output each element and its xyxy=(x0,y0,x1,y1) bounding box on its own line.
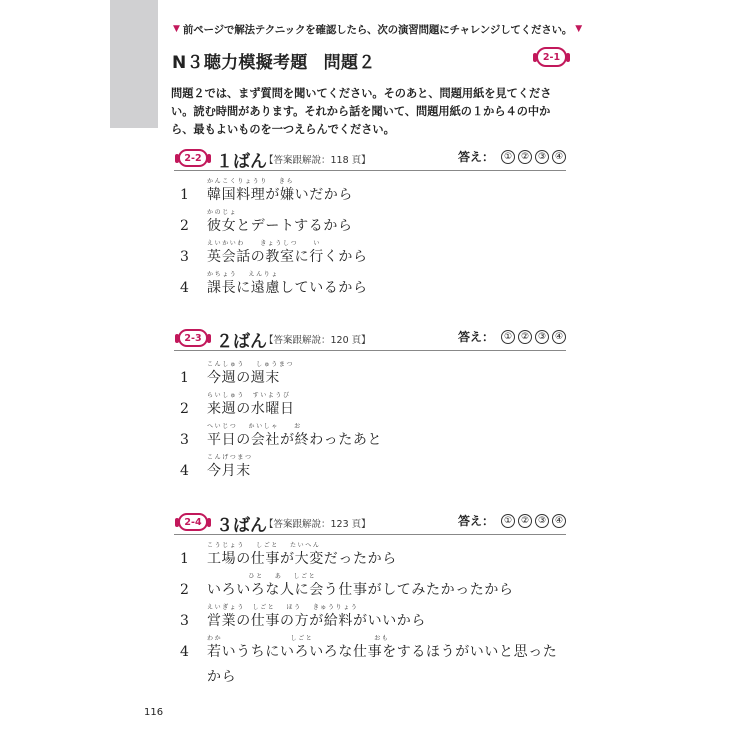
option-number: 1 xyxy=(180,551,189,567)
choice-2[interactable]: ② xyxy=(518,150,532,164)
furigana: へいじつ かいしゃ お xyxy=(207,423,302,430)
option-number: 3 xyxy=(180,613,189,629)
furigana: こんげつまつ xyxy=(207,454,253,461)
header-note-text: 前ページで解法テクニックを確認したら、次の演習問題にチャレンジしてください。 xyxy=(182,23,573,36)
choice-4[interactable]: ④ xyxy=(552,150,566,164)
option-text: 英会話の教室に行くから xyxy=(207,249,368,265)
option-text: 韓国料理が嫌いだから xyxy=(207,187,353,203)
option-item xyxy=(180,390,580,418)
instructions xyxy=(171,85,569,139)
option-text: 工場の仕事が大変だったから xyxy=(207,551,397,567)
option-item xyxy=(180,633,580,686)
option-item xyxy=(180,571,580,599)
option-text-continued: から xyxy=(207,669,237,685)
answer-reference: 【答案跟解說：120 頁】 xyxy=(264,335,371,346)
option-text: 今週の週末 xyxy=(207,370,280,386)
furigana: えいぎょう しごと ほう きゅうりょう xyxy=(207,604,359,611)
furigana: かのじょ xyxy=(207,209,238,216)
audio-track-tag: 2-3 xyxy=(178,329,208,347)
choice-3[interactable]: ③ xyxy=(535,150,549,164)
option-text: いろいろな人に会う仕事がしてみたかったから xyxy=(207,582,514,598)
option-item xyxy=(180,602,580,630)
option-item xyxy=(180,269,580,297)
choice-1[interactable]: ① xyxy=(501,330,515,344)
option-text: 来週の水曜日 xyxy=(207,401,295,417)
question-divider xyxy=(174,170,566,171)
choice-1[interactable]: ① xyxy=(501,150,515,164)
option-number: 2 xyxy=(180,401,189,417)
option-number: 1 xyxy=(180,370,189,386)
option-item xyxy=(180,207,580,235)
answer-reference: 【答案跟解說：118 頁】 xyxy=(264,155,371,166)
option-number: 2 xyxy=(180,582,189,598)
question-header-1 xyxy=(174,147,566,172)
option-number: 1 xyxy=(180,187,189,203)
audio-track-tag: 2-2 xyxy=(178,149,208,167)
page-title xyxy=(172,48,376,73)
option-text: 課長に遠慮しているから xyxy=(207,280,368,296)
option-number: 4 xyxy=(180,463,189,479)
audio-track-tag: 2-4 xyxy=(178,513,208,531)
answer-label: 答え： xyxy=(457,514,494,528)
answer-reference: 【答案跟解說：123 頁】 xyxy=(264,519,371,530)
option-text: 平日の会社が終わったあと xyxy=(207,432,383,448)
choice-2[interactable]: ② xyxy=(518,330,532,344)
furigana: かんこくりょうり きら xyxy=(207,178,295,185)
answer-choices xyxy=(458,148,566,165)
answer-label: 答え： xyxy=(457,150,494,164)
choice-4[interactable]: ④ xyxy=(552,514,566,528)
option-number: 3 xyxy=(180,432,189,448)
audio-track-tag: 2-1 xyxy=(536,47,567,67)
option-item xyxy=(180,452,580,480)
option-number: 2 xyxy=(180,218,189,234)
question-divider xyxy=(174,350,566,351)
question-number: １ばん xyxy=(216,152,267,172)
furigana: わか しごと おも xyxy=(207,635,390,642)
option-number: 4 xyxy=(180,644,189,660)
choice-2[interactable]: ② xyxy=(518,514,532,528)
page-number: 116 xyxy=(144,707,164,718)
question-divider xyxy=(174,534,566,535)
choice-1[interactable]: ① xyxy=(501,514,515,528)
option-text: 今月末 xyxy=(207,463,251,479)
instructions-text: 問題２では、まず質問を聞いてください。そのあと、問題用紙を見てください。読む時間があります。それから話を聞いて、問題用紙の１から４の中から、最もよいものを一つえらんでください。 xyxy=(171,87,552,136)
title-problem: 問題２ xyxy=(323,53,376,73)
furigana: えいかいわ きょうしつ い xyxy=(207,240,322,247)
side-thumb-tab xyxy=(110,0,158,128)
header-note xyxy=(170,22,583,36)
title-main: N３聴力模擬考題 xyxy=(172,53,308,73)
choice-3[interactable]: ③ xyxy=(535,330,549,344)
choice-4[interactable]: ④ xyxy=(552,330,566,344)
furigana: こうじょう しごと たいへん xyxy=(207,542,321,549)
answer-choices xyxy=(458,328,566,345)
question-number: ３ばん xyxy=(216,516,267,536)
question-header-3 xyxy=(174,511,566,536)
option-text: 営業の仕事の方が給料がいいから xyxy=(207,613,426,629)
furigana: らいしゅう すいようび xyxy=(207,392,291,399)
furigana: こんしゅう しゅうまつ xyxy=(207,361,295,368)
option-item xyxy=(180,540,580,568)
triangle-down-icon: ▼ xyxy=(575,23,583,34)
triangle-down-icon: ▼ xyxy=(173,23,180,34)
question-number: ２ばん xyxy=(216,332,267,352)
option-text: 彼女とデートするから xyxy=(207,218,353,234)
answer-label: 答え： xyxy=(457,330,494,344)
option-item xyxy=(180,176,580,204)
choice-3[interactable]: ③ xyxy=(535,514,549,528)
option-item xyxy=(180,359,580,387)
furigana: かちょう えんりょ xyxy=(207,271,279,278)
option-item xyxy=(180,421,580,449)
option-text: 若いうちにいろいろな仕事をするほうがいいと思った xyxy=(207,644,558,660)
answer-choices xyxy=(458,512,566,529)
furigana: ひと あ しごと xyxy=(207,573,317,580)
option-number: 4 xyxy=(180,280,189,296)
option-number: 3 xyxy=(180,249,189,265)
option-item xyxy=(180,238,580,266)
question-header-2 xyxy=(174,327,566,352)
